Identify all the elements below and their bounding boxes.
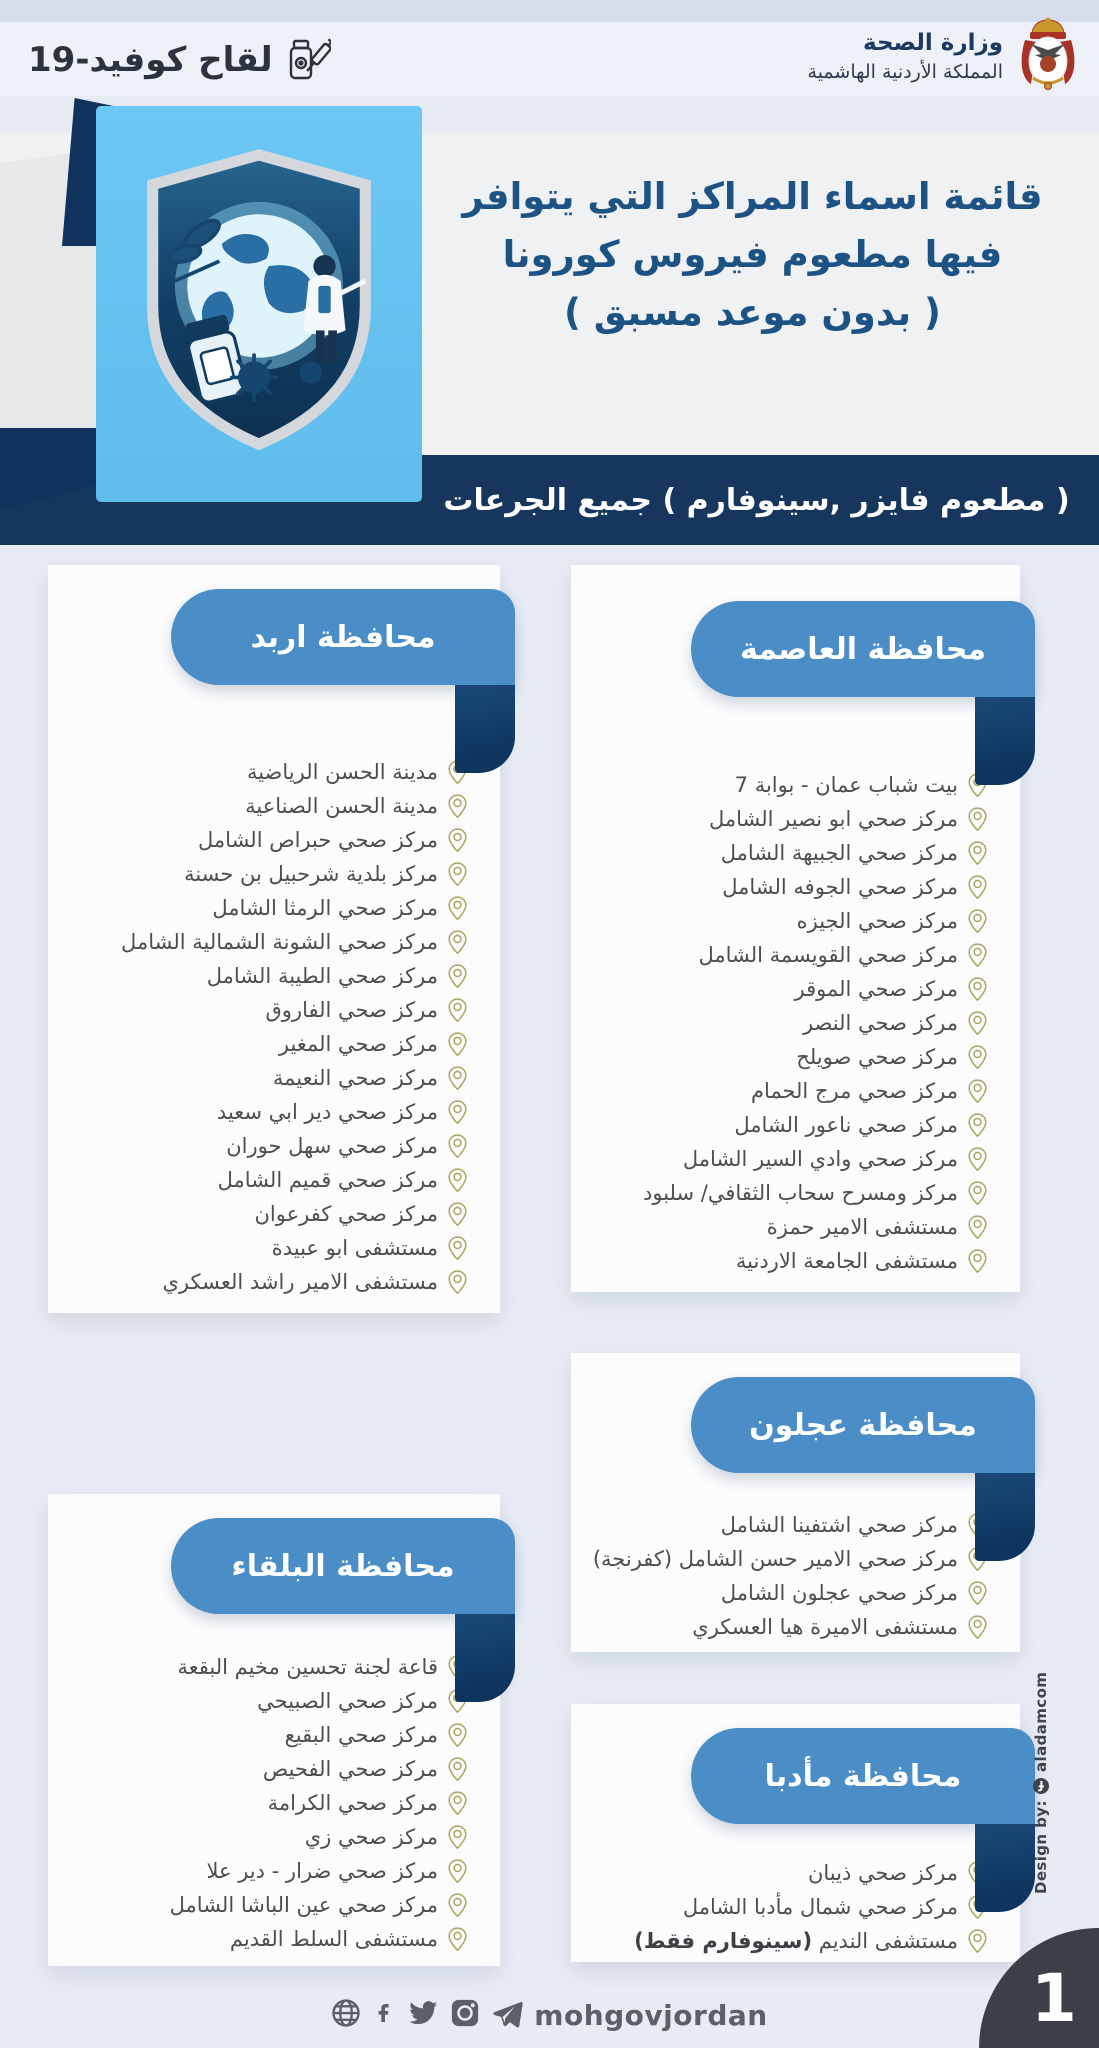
center-list-item [591, 1074, 988, 1108]
card-capital [571, 565, 1020, 1292]
governorate-pill-capital: محافظة العاصمة [691, 601, 1035, 697]
shield-badge [96, 106, 422, 502]
center-list-item [68, 1684, 468, 1718]
center-list-item [68, 1922, 468, 1956]
center-name: مركز صحي النعيمة [272, 1066, 438, 1090]
location-pin-icon [447, 929, 468, 956]
governorate-pill-madaba: محافظة مأدبا [691, 1728, 1035, 1824]
location-pin-icon [447, 1201, 468, 1228]
center-name: مركز صحي قميم الشامل [217, 1168, 438, 1192]
location-pin-icon [967, 942, 988, 969]
center-list-item [68, 1650, 468, 1684]
globe-icon[interactable] [331, 1998, 361, 2032]
center-name: مستشفى النديم (سينوفارم فقط) [634, 1929, 958, 1953]
center-name: مركز صحي الجبيهة الشامل [720, 841, 958, 865]
center-list [591, 768, 988, 1278]
center-name: مركز صحي صويلح [796, 1045, 958, 1069]
center-list-item [68, 1095, 468, 1129]
center-list-item [591, 1890, 988, 1924]
center-list-item [68, 891, 468, 925]
location-pin-icon [967, 1580, 988, 1607]
center-list-item [68, 925, 468, 959]
location-pin-icon [447, 793, 468, 820]
center-list-item [591, 972, 988, 1006]
jordan-coat-of-arms [1013, 16, 1083, 98]
title-line-1: قائمة اسماء المراكز التي يتوافر [462, 175, 1043, 218]
title-line-2: فيها مطعوم فيروس كورونا [502, 233, 1003, 276]
center-list-item [68, 1061, 468, 1095]
twitter-icon[interactable] [407, 1998, 439, 2032]
center-list-item [68, 823, 468, 857]
center-name: مركز صحي الامير حسن الشامل (كفرنجة) [592, 1547, 958, 1571]
center-name: مستشفى ابو عبيدة [271, 1236, 438, 1260]
design-credit [1024, 1668, 1058, 1898]
location-pin-icon [447, 1167, 468, 1194]
center-list-item [591, 1610, 988, 1644]
center-list [591, 1856, 988, 1958]
header-right-group [808, 16, 1083, 98]
center-list-item [591, 1542, 988, 1576]
vaccine-vial-syringe-icon [285, 32, 331, 88]
location-pin-icon [967, 1180, 988, 1207]
telegram-icon[interactable] [491, 1998, 523, 2032]
center-list-item [68, 857, 468, 891]
location-pin-icon [447, 1269, 468, 1296]
location-pin-icon [447, 1926, 468, 1953]
center-list-item [591, 1006, 988, 1040]
center-list-item [591, 1040, 988, 1074]
center-list-item [591, 870, 988, 904]
center-list-item [591, 904, 988, 938]
center-name: مركز صحي ناعور الشامل [734, 1113, 958, 1137]
center-list-item [68, 993, 468, 1027]
center-name: مركز صحي شمال مأدبا الشامل [682, 1895, 958, 1919]
center-list-item [68, 1197, 468, 1231]
center-list-item [591, 1576, 988, 1610]
location-pin-icon [447, 827, 468, 854]
location-pin-icon [967, 908, 988, 935]
kingdom-name: المملكة الأردنية الهاشمية [807, 61, 1003, 83]
location-pin-icon [967, 1010, 988, 1037]
center-list-item [591, 1856, 988, 1890]
location-pin-icon [967, 1928, 988, 1955]
social-handle[interactable]: mohgovjordan [534, 1998, 768, 2032]
card-ajloun [571, 1353, 1020, 1652]
pill-fold [975, 1469, 1035, 1561]
center-list-item [591, 1210, 988, 1244]
center-name: مركز صحي الموقر [794, 977, 958, 1001]
center-list [68, 1650, 468, 1956]
center-name: قاعة لجنة تحسين مخيم البقعة [177, 1655, 438, 1679]
center-name: مستشفى الاميرة هيا العسكري [692, 1615, 958, 1639]
center-list-item [68, 1854, 468, 1888]
center-name: مركز صحي المغير [278, 1032, 438, 1056]
center-name: مركز صحي سهل حوران [226, 1134, 438, 1158]
center-list-item [591, 1924, 988, 1958]
center-name: مركز صحي الجيزه [796, 909, 958, 933]
center-list-item [68, 1129, 468, 1163]
governorate-pill-balqa: محافظة البلقاء [171, 1518, 515, 1614]
location-pin-icon [447, 1133, 468, 1160]
location-pin-icon [967, 806, 988, 833]
location-pin-icon [447, 1099, 468, 1126]
pill-fold [975, 693, 1035, 785]
center-name: بيت شباب عمان - بوابة 7 [734, 773, 958, 797]
center-list-item [591, 1244, 988, 1278]
location-pin-icon [967, 840, 988, 867]
design-credit-label: Design by: [1032, 1800, 1050, 1895]
center-name: مركز صحي كفرعوان [254, 1202, 438, 1226]
location-pin-icon [447, 1756, 468, 1783]
center-name: مستشفى السلط القديم [229, 1927, 438, 1951]
location-pin-icon [967, 1112, 988, 1139]
ministry-name: وزارة الصحة [863, 30, 1003, 56]
center-name: مركز صحي الصبيحي [257, 1689, 438, 1713]
location-pin-icon [447, 895, 468, 922]
location-pin-icon [447, 1790, 468, 1817]
location-pin-icon [447, 1722, 468, 1749]
center-name: مدينة الحسن الصناعية [245, 794, 438, 818]
location-pin-icon [447, 1824, 468, 1851]
center-name: مركز صحي اشتفينا الشامل [720, 1513, 958, 1537]
center-name: مركز صحي وادي السير الشامل [682, 1147, 958, 1171]
center-list-item [591, 836, 988, 870]
center-name: مركز صحي الرمثا الشامل [212, 896, 438, 920]
pill-fold [455, 1610, 515, 1702]
center-list-item [68, 1027, 468, 1061]
location-pin-icon [967, 1248, 988, 1275]
center-name: مستشفى الجامعة الاردنية [735, 1249, 958, 1273]
facebook-icon[interactable] [372, 1998, 396, 2032]
location-pin-icon [447, 1235, 468, 1262]
card-madaba [571, 1704, 1020, 1962]
header-left-group [28, 32, 331, 88]
location-pin-icon [447, 861, 468, 888]
center-name: مستشفى الامير راشد العسكري [162, 1270, 438, 1294]
location-pin-icon [967, 976, 988, 1003]
center-list-item [68, 1163, 468, 1197]
center-name: مركز صحي الجوفه الشامل [722, 875, 958, 899]
location-pin-icon [967, 1078, 988, 1105]
location-pin-icon [967, 1214, 988, 1241]
page-number: 1 [1031, 1960, 1077, 2037]
center-list [68, 755, 468, 1299]
center-list-item [68, 959, 468, 993]
center-name: مركز صحي الشونة الشمالية الشامل [121, 930, 438, 954]
center-name: مركز صحي القويسمة الشامل [698, 943, 958, 967]
center-list-item [68, 789, 468, 823]
vaccine-shield-illustration [123, 146, 395, 462]
center-list-item [591, 938, 988, 972]
covid-vaccine-title: لقاح كوفيد-19 [28, 40, 273, 80]
location-pin-icon [447, 1065, 468, 1092]
center-name: مستشفى الامير حمزة [766, 1215, 958, 1239]
center-name: مركز ومسرح سحاب الثقافي/ سلبود [643, 1181, 958, 1205]
center-name: مركز صحي ضرار - دير علا [206, 1859, 438, 1883]
center-list-item [68, 1752, 468, 1786]
location-pin-icon [447, 1858, 468, 1885]
design-credit-name: aladamcom [1032, 1671, 1050, 1773]
center-name: مركز صحي عين الباشا الشامل [169, 1893, 438, 1917]
center-list-item [68, 1820, 468, 1854]
location-pin-icon [967, 1146, 988, 1173]
governorate-pill-irbid: محافظة اربد [171, 589, 515, 685]
center-list [591, 1508, 988, 1644]
page-title [430, 168, 1075, 342]
center-list-item [591, 802, 988, 836]
card-balqa [48, 1494, 500, 1966]
card-irbid [48, 565, 500, 1313]
center-list-item [68, 755, 468, 789]
center-list-item [68, 1786, 468, 1820]
center-name: مركز صحي الطيبة الشامل [206, 964, 438, 988]
center-name: مركز صحي الفاروق [265, 998, 438, 1022]
center-name: مدينة الحسن الرياضية [246, 760, 438, 784]
center-list-item [68, 1718, 468, 1752]
center-list-item [591, 768, 988, 802]
center-name: مركز صحي مرج الحمام [750, 1079, 958, 1103]
vaccine-types-subtitle: ( مطعوم فايزر ,سينوفارم ) جميع الجرعات [443, 482, 1070, 518]
center-list-item [68, 1888, 468, 1922]
location-pin-icon [447, 1892, 468, 1919]
center-list-item [591, 1108, 988, 1142]
center-name: مركز صحي النصر [802, 1011, 958, 1035]
center-name: مركز صحي زي [304, 1825, 438, 1849]
instagram-icon[interactable] [450, 1998, 480, 2032]
center-name: مركز صحي دير ابي سعيد [216, 1100, 438, 1124]
location-pin-icon [967, 874, 988, 901]
pill-fold [455, 681, 515, 773]
center-name: مركز صحي حبراص الشامل [198, 828, 438, 852]
location-pin-icon [967, 1044, 988, 1071]
center-name: مركز صحي ابو نصير الشامل [708, 807, 958, 831]
center-name: مركز بلدية شرحبيل بن حسنة [184, 862, 438, 886]
location-pin-icon [967, 1614, 988, 1641]
center-name: مركز صحي الكرامة [267, 1791, 438, 1815]
center-list-item [68, 1231, 468, 1265]
center-list-item [591, 1508, 988, 1542]
center-list-item [68, 1265, 468, 1299]
facebook-circle-icon [1032, 1778, 1050, 1794]
center-list-item [591, 1142, 988, 1176]
title-line-3: ( بدون موعد مسبق ) [564, 291, 941, 334]
center-name: مركز صحي ذيبان [807, 1861, 958, 1885]
location-pin-icon [447, 963, 468, 990]
center-name: مركز صحي عجلون الشامل [720, 1581, 958, 1605]
center-name: مركز صحي البقيع [284, 1723, 438, 1747]
location-pin-icon [447, 997, 468, 1024]
governorate-pill-ajloun: محافظة عجلون [691, 1377, 1035, 1473]
center-name: مركز صحي الفحيص [262, 1757, 438, 1781]
location-pin-icon [447, 1031, 468, 1058]
center-list-item [591, 1176, 988, 1210]
footer-social-bar [0, 1992, 1099, 2038]
